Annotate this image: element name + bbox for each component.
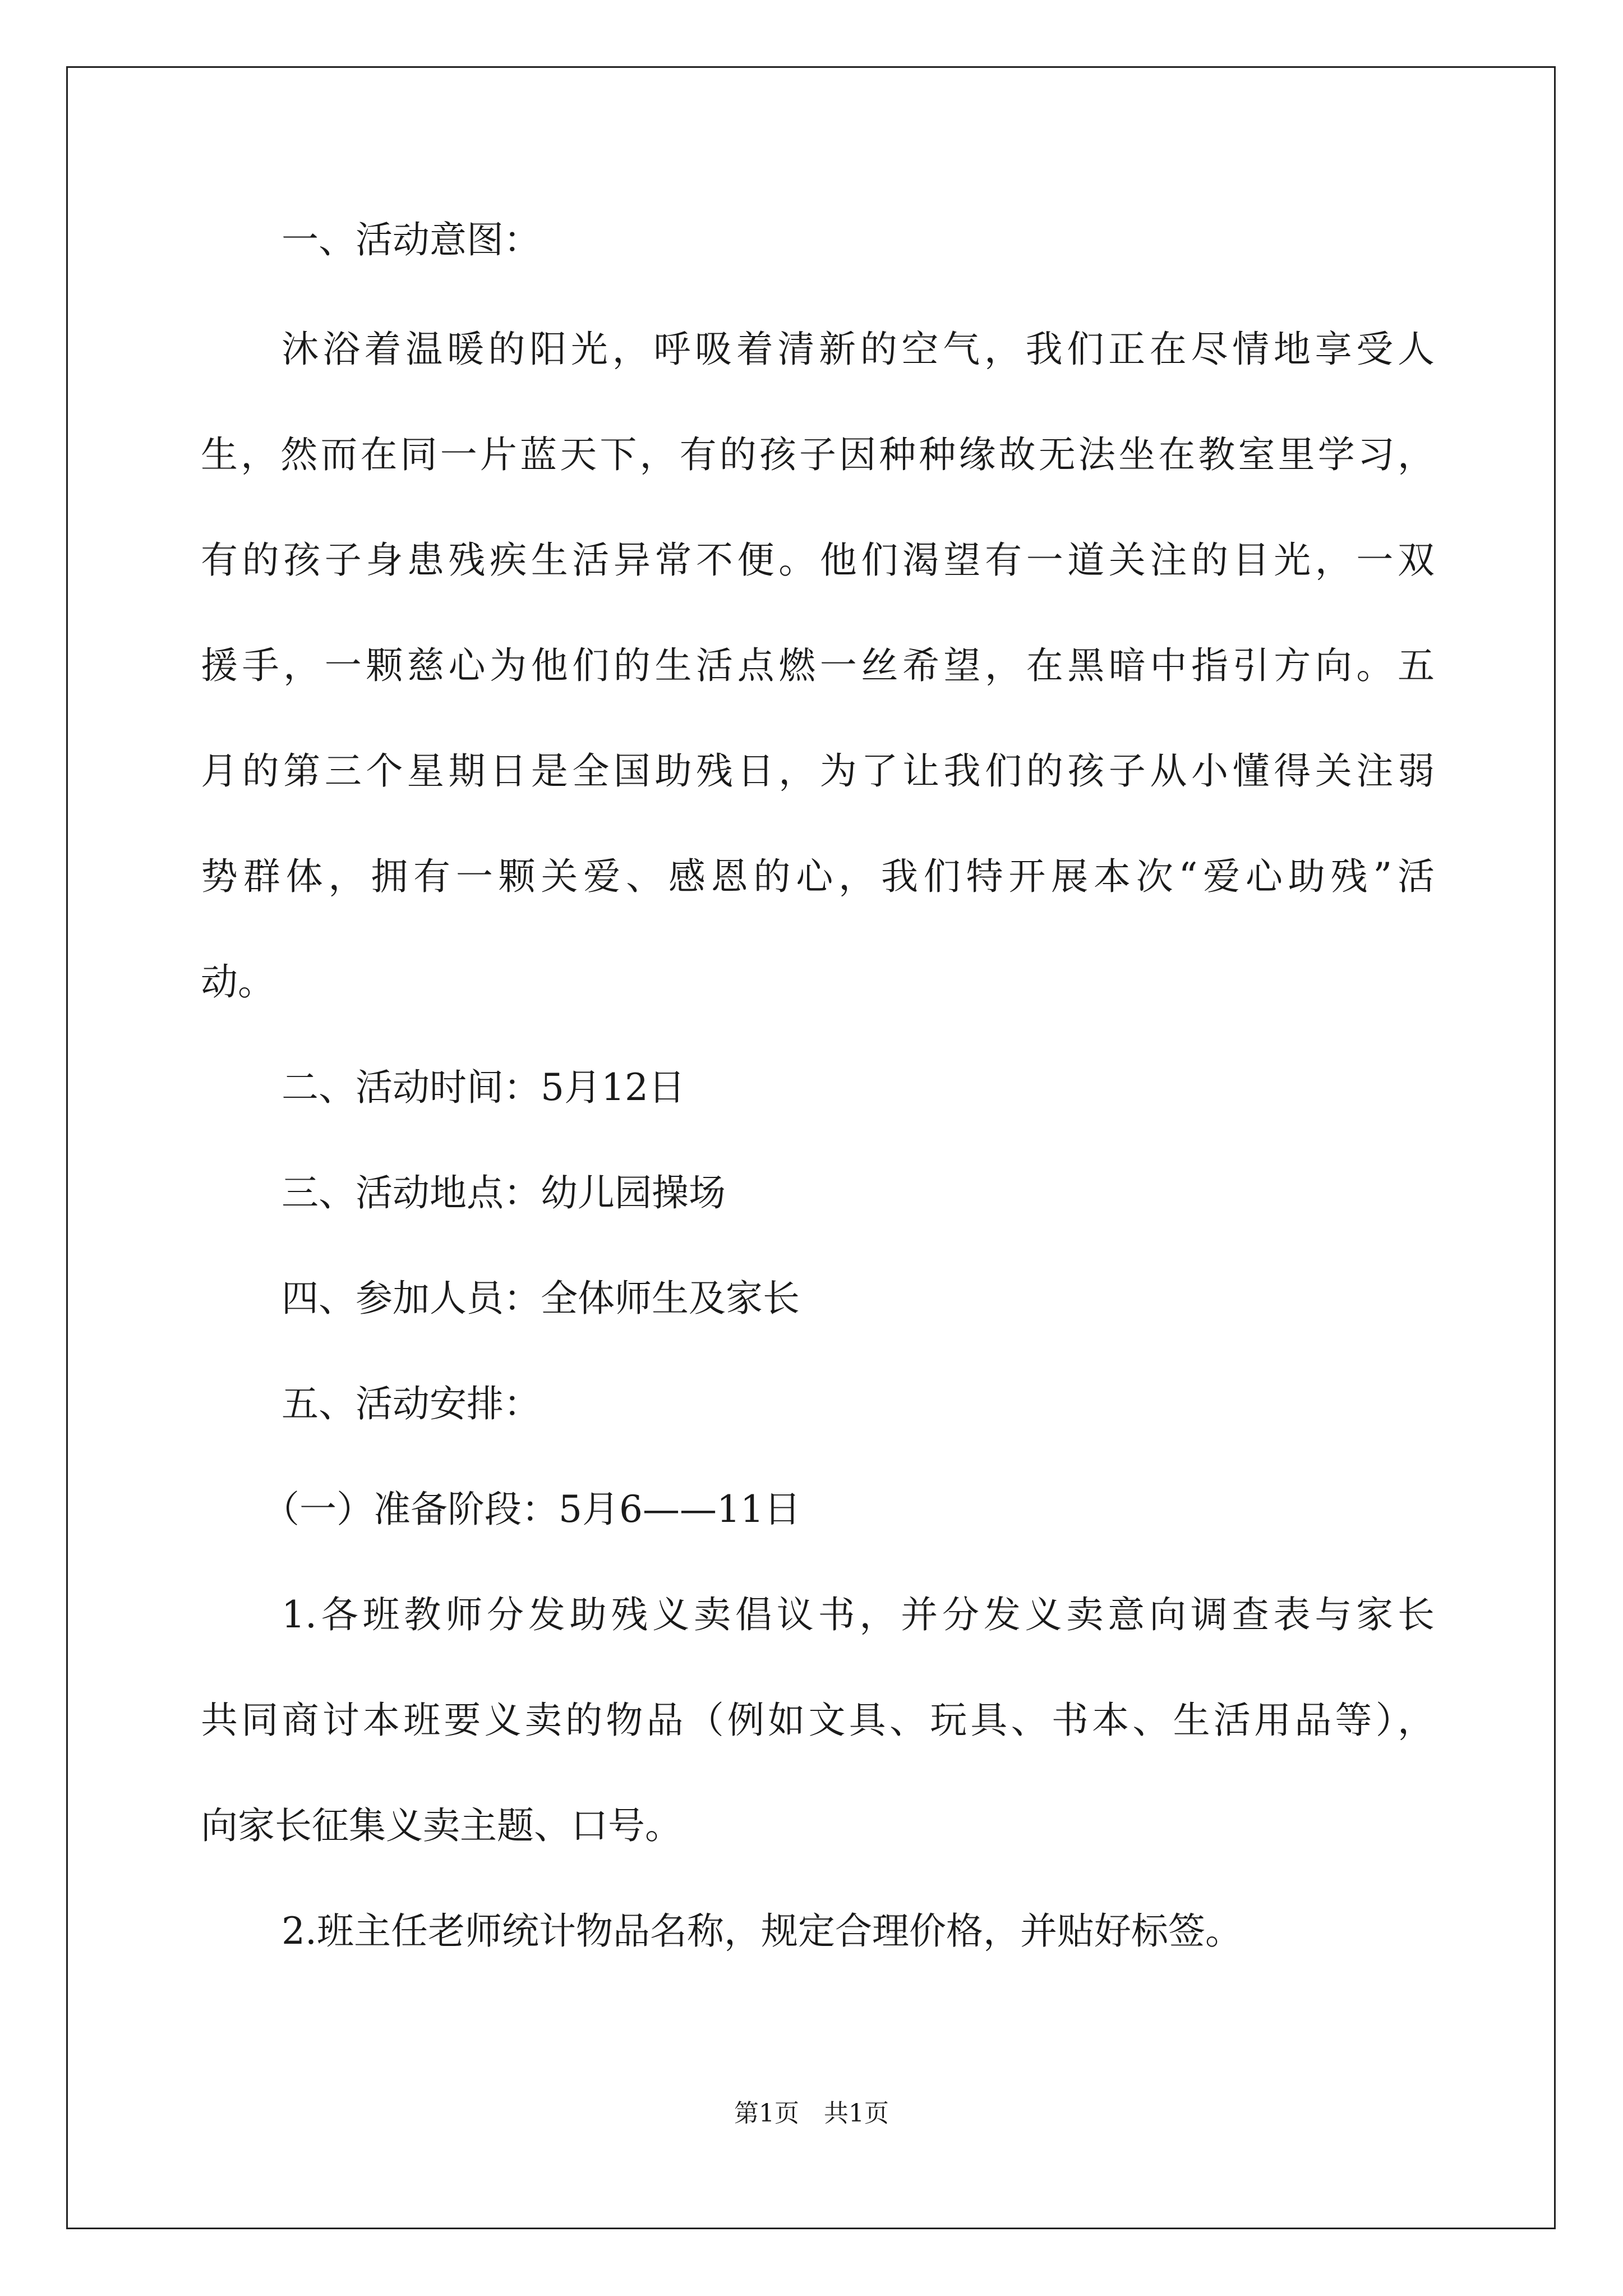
heading-location: 三、活动地点：幼儿园操场 [282, 1171, 726, 1214]
paragraph-line: 月的第三个星期日是全国助残日，为了让我们的孩子从小懂得关注弱 [201, 749, 1435, 793]
list-item: 2.班主任老师统计物品名称，规定合理价格，并贴好标签。 [282, 1910, 1242, 1953]
page-footer: 第1页 共1页 [734, 2099, 889, 2128]
paragraph-line: 有的孩子身患残疾生活异常不便。他们渴望有一道关注的目光，一双 [201, 539, 1435, 582]
subheading-preparation: （一）准备阶段：5月6——11日 [262, 1488, 801, 1531]
heading-purpose: 一、活动意图： [282, 218, 541, 261]
paragraph-line: 援手，一颗慈心为他们的生活点燃一丝希望，在黑暗中指引方向。五 [201, 644, 1435, 687]
list-item-continued: 向家长征集义卖主题、口号。 [201, 1804, 682, 1847]
list-item: 1.各班教师分发助残义卖倡议书，并分发义卖意向调查表与家长 [282, 1593, 1435, 1636]
heading-time: 二、活动时间：5月12日 [282, 1066, 685, 1109]
paragraph-line: 势群体，拥有一颗关爱、感恩的心，我们特开展本次“爱心助残”活 [201, 855, 1435, 898]
heading-participants: 四、参加人员：全体师生及家长 [282, 1277, 800, 1320]
paragraph-line: 生，然而在同一片蓝天下，有的孩子因种种缘故无法坐在教室里学习， [201, 433, 1435, 476]
page-border [66, 66, 1556, 2229]
list-item-continued: 共同商讨本班要义卖的物品（例如文具、玩具、书本、生活用品等）， [201, 1699, 1435, 1742]
heading-arrangement: 五、活动安排： [282, 1382, 541, 1425]
paragraph-line: 动。 [201, 960, 275, 1004]
paragraph-line: 沐浴着温暖的阳光，呼吸着清新的空气，我们正在尽情地享受人 [282, 328, 1435, 371]
